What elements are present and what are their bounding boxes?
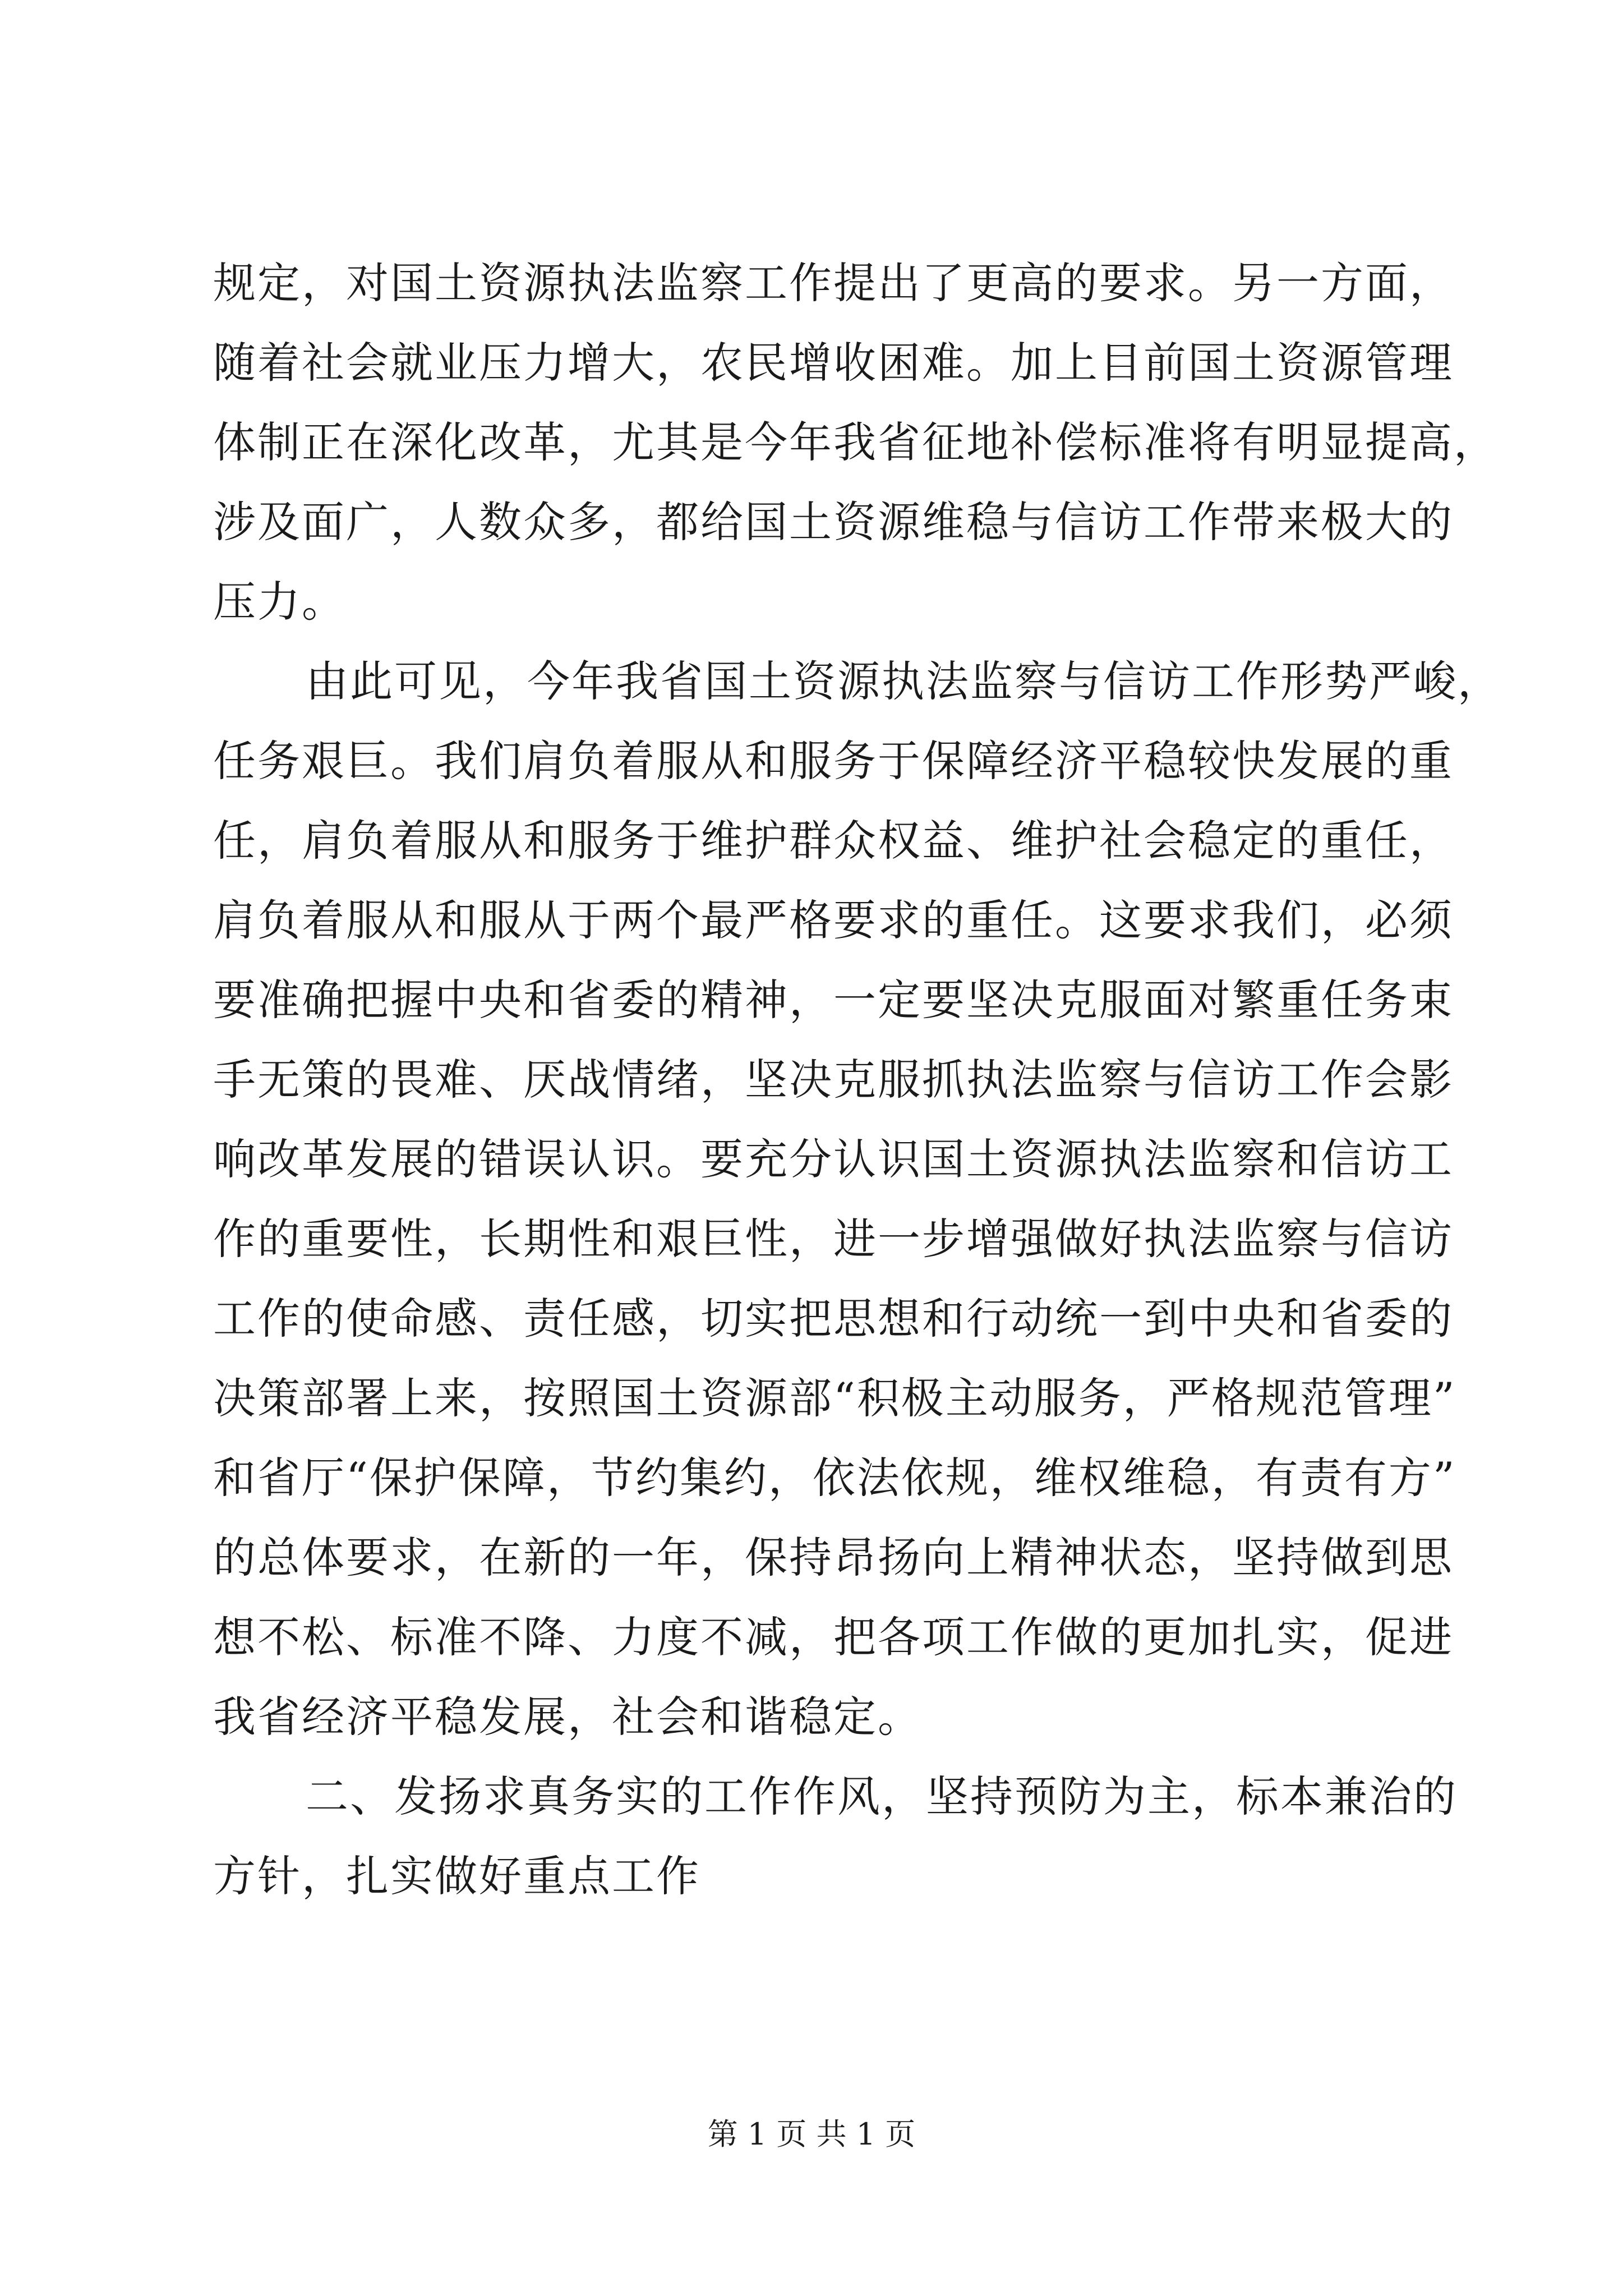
text-line-12: 响改革发展的错误认识。要充分认识国土资源执法监察和信访工: [213, 1134, 1454, 1184]
text-line-1: 规定，对国土资源执法监察工作提出了更高的要求。另一方面，: [213, 258, 1454, 308]
text-line-3: 体制正在深化改革，尤其是今年我省征地补偿标准将有明显提高，: [213, 417, 1498, 467]
text-line-9: 肩负着服从和服从于两个最严格要求的重任。这要求我们，必须: [213, 895, 1454, 945]
text-line-11: 手无策的畏难、厌战情绪，坚决克服抓执法监察与信访工作会影: [213, 1055, 1454, 1105]
text-line-10: 要准确把握中央和省委的精神，一定要坚决克服面对繁重任务束: [213, 975, 1454, 1025]
text-line-18: 想不松、标准不降、力度不减，把各项工作做的更加扎实，促进: [213, 1612, 1454, 1662]
page-footer: 第 1 页 共 1 页: [707, 2116, 916, 2152]
text-line-17: 的总体要求，在新的一年，保持昂扬向上精神状态，坚持做到思: [213, 1533, 1454, 1582]
text-line-16: 和省厅“保护保障，节约集约，依法依规，维权维稳，有责有方”: [213, 1453, 1456, 1503]
section-heading-line-1: 二、发扬求真务实的工作作风，坚持预防为主，标本兼治的: [306, 1772, 1458, 1821]
text-line-15: 决策部署上来，按照国土资源部“积极主动服务，严格规范管理”: [213, 1373, 1456, 1423]
text-line-4: 涉及面广，人数众多，都给国土资源维稳与信访工作带来极大的: [213, 497, 1454, 547]
text-line-13: 作的重要性，长期性和艰巨性，进一步增强做好执法监察与信访: [213, 1214, 1454, 1264]
text-line-6: 由此可见，今年我省国土资源执法监察与信访工作形势严峻，: [306, 656, 1502, 706]
text-line-8: 任，肩负着服从和服务于维护群众权益、维护社会稳定的重任，: [213, 816, 1454, 866]
text-line-7: 任务艰巨。我们肩负着服从和服务于保障经济平稳较快发展的重: [213, 736, 1454, 786]
text-line-14: 工作的使命感、责任感，切实把思想和行动统一到中央和省委的: [213, 1294, 1454, 1343]
text-line-5: 压力。: [213, 577, 346, 627]
text-line-2: 随着社会就业压力增大，农民增收困难。加上目前国土资源管理: [213, 338, 1454, 388]
text-line-19: 我省经济平稳发展，社会和谐稳定。: [213, 1692, 922, 1742]
section-heading-line-2: 方针，扎实做好重点工作: [213, 1851, 700, 1901]
